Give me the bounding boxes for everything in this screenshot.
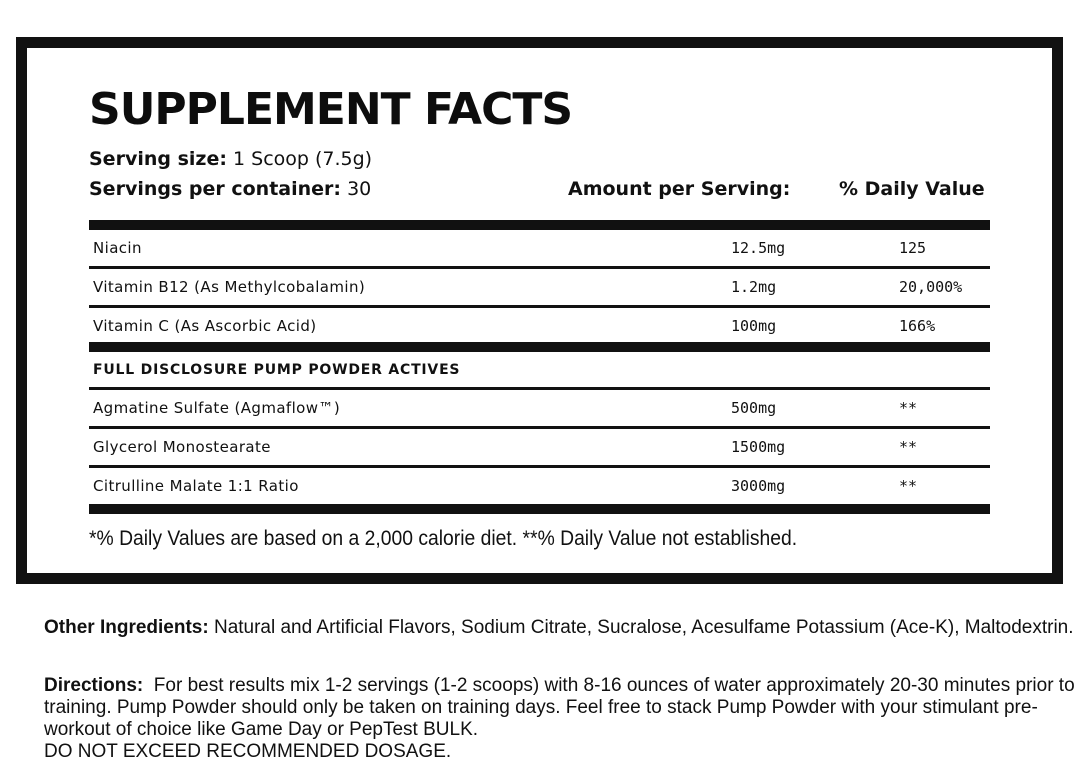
table-row (89, 230, 990, 266)
ingredient-amount: 3000mg (731, 477, 786, 495)
other-ingredients-text: Natural and Artificial Flavors, Sodium Citrate, Sucralose, Acesulfame Potassium (Ace-K), Maltodextrin. (208, 617, 1074, 638)
ingredient-daily-value: 20,000% (899, 278, 963, 296)
directions-label: Directions: (44, 675, 144, 696)
ingredient-daily-value: ** (899, 477, 918, 495)
ingredient-amount: 1.2mg (731, 278, 777, 296)
daily-value-header: % Daily Value (839, 178, 985, 200)
other-ingredients-label: Other Ingredients: (44, 617, 209, 638)
serving-size-value: 1 Scoop (7.5g) (233, 148, 373, 170)
directions-text: For best results mix 1-2 servings (1-2 scoops) with 8-16 ounces of water approximately 20-30 minutes prior to training. Pump Powder should only be taken on training days. Feel free to stack Pump Powder with your stimulant pre-workout of choice like Game Day or PepTest BULK. (44, 675, 1080, 740)
table-row (89, 429, 990, 465)
ingredient-daily-value: 166% (899, 317, 936, 335)
ingredient-amount: 1500mg (731, 438, 786, 456)
amount-per-serving-header: Amount per Serving: (568, 178, 791, 200)
ingredient-amount: 12.5mg (731, 239, 786, 257)
section-heading: FULL DISCLOSURE PUMP POWDER ACTIVES (93, 362, 461, 378)
ingredient-daily-value: 125 (899, 239, 927, 257)
supplement-facts-panel (16, 37, 1063, 584)
ingredient-amount: 500mg (731, 399, 777, 417)
ingredient-daily-value: ** (899, 438, 918, 456)
daily-value-footnote: *% Daily Values are based on a 2,000 calorie diet. **% Daily Value not established. (89, 527, 798, 550)
dosage-warning: DO NOT EXCEED RECOMMENDED DOSAGE. (44, 741, 452, 762)
thick-divider (89, 504, 990, 514)
ingredient-daily-value: ** (899, 399, 918, 417)
servings-per-container (89, 180, 371, 199)
ingredient-name: Vitamin B12 (As Methylcobalamin) (93, 278, 366, 296)
ingredient-name: Citrulline Malate 1:1 Ratio (93, 477, 299, 495)
table-row (89, 308, 990, 344)
ingredient-name: Vitamin C (As Ascorbic Acid) (93, 317, 317, 335)
ingredient-amount: 100mg (731, 317, 777, 335)
table-row (89, 468, 990, 504)
servings-per-container-value: 30 (347, 178, 372, 200)
panel-title: SUPPLEMENT FACTS (89, 84, 573, 135)
thick-divider (89, 220, 990, 230)
servings-per-container-label: Servings per container: (89, 178, 342, 200)
table-row (89, 390, 990, 426)
ingredient-name: Agmatine Sulfate (Agmaflow™) (93, 399, 341, 417)
thick-divider (89, 342, 990, 352)
ingredient-name: Niacin (93, 239, 142, 257)
other-ingredients (44, 617, 1084, 639)
ingredient-name: Glycerol Monostearate (93, 438, 271, 456)
serving-size (89, 150, 372, 169)
table-row (89, 269, 990, 305)
serving-size-label: Serving size: (89, 148, 227, 170)
directions (44, 675, 1084, 763)
